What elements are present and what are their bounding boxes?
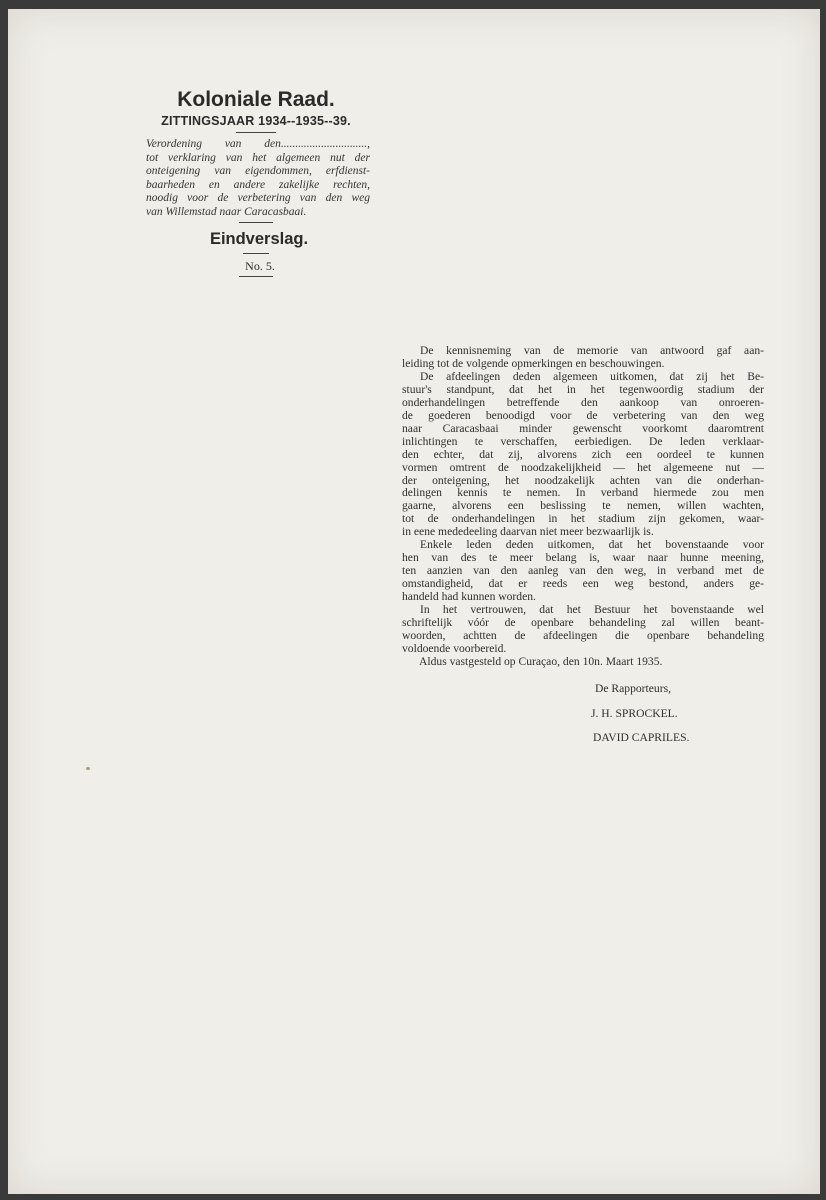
paper-speck <box>86 767 90 770</box>
divider <box>243 253 269 254</box>
report-number: No. 5. <box>245 259 275 273</box>
ordinance-line: tot verklaring van het algemeen nut der <box>146 151 370 164</box>
document-heading <box>136 87 376 282</box>
text-line: handeld had kunnen worden. <box>402 590 536 604</box>
text-line: voldoende voorbereid. <box>402 641 507 655</box>
rapporteurs-label: De Rapporteurs, <box>595 682 671 695</box>
ordinance-line: baarheden en andere zakelijke rechten, <box>146 178 370 191</box>
text-line: In het vertrouwen, dat het Bestuur het bovenstaande wel <box>420 603 764 617</box>
text-line: omstandigheid, dat er reeds een weg bestond, anders ge- <box>402 577 764 591</box>
text-line: naar Caracasbaai minder gewenscht voorkomt daaromtrent <box>402 421 764 435</box>
signatory-name: J. H. SPROCKEL. <box>591 707 678 720</box>
ordinance-line: onteigening van eigendommen, erfdienst- <box>146 165 370 177</box>
text-line: de goederen benoodigd voor de verbetering van den weg <box>402 408 764 422</box>
divider <box>236 132 276 133</box>
council-title: Koloniale Raad. <box>177 88 335 111</box>
paragraph <box>402 539 764 604</box>
text-line: onderhandelingen betreffende den aankoop van onroeren- <box>402 395 764 409</box>
text-line: leiding tot de volgende opmerkingen en beschouwingen. <box>402 356 665 370</box>
paragraph <box>402 345 764 371</box>
text-line: De kennisneming van de memorie van antwoord gaf aan- <box>420 344 764 357</box>
text-line: stuur's standpunt, dat het in het tegenwoordig stadium der <box>402 382 764 396</box>
paragraph <box>402 604 764 656</box>
report-title: Eindverslag. <box>209 230 309 248</box>
text-line: in eene mededeeling daarvan niet meer bezwaarlijk is. <box>402 525 654 539</box>
text-line: tot de onderhandelingen in het stadium zijn gekomen, waar- <box>402 512 764 526</box>
text-line: delingen kennis te nemen. In verband hiermede zou men <box>402 486 764 500</box>
paragraph <box>402 371 764 539</box>
ordinance-line: noodig voor de verbetering van den weg <box>146 192 370 204</box>
ordinance-description <box>146 138 370 219</box>
divider <box>239 222 273 223</box>
signatory-name: DAVID CAPRILES. <box>593 731 690 744</box>
text-line: Enkele leden deden uitkomen, dat het bovenstaande voor <box>420 538 764 552</box>
text-line: inlichtingen te verschaffen, eerbiedigen. De leden verklaar- <box>402 434 764 448</box>
text-line: De afdeelingen deden algemeen uitkomen, dat zij het Be- <box>420 369 764 383</box>
text-line: gaarne, alvorens een beslissing te nemen, willen wachten, <box>402 499 764 513</box>
divider <box>239 276 273 277</box>
session-year: ZITTINGSJAAR 1934--1935--39. <box>161 114 351 128</box>
ordinance-line: van Willemstad naar Caracasbaai. <box>146 205 307 218</box>
ordinance-line: Verordening van den.............................., <box>146 138 370 150</box>
text-line: hen van des te meer belang is, waar naar hunne meening, <box>402 551 764 565</box>
report-body <box>402 345 764 656</box>
closing-date: Aldus vastgesteld op Curaçao, den 10n. Maart 1935. <box>419 655 663 668</box>
text-line: ten aanzien van den aanleg van den weg, in verband met de <box>402 564 764 578</box>
text-line: der onteigening, het noodzakelijk achten van die onderhan- <box>402 473 764 487</box>
text-line: vormen omtrent de noodzakelijkheid — het algemeene nut — <box>402 460 764 474</box>
text-line: schriftelijk vóór de openbare behandeling zal willen beant- <box>402 616 764 630</box>
text-line: den echter, dat zij, alvorens zich een oordeel te kunnen <box>402 447 764 461</box>
text-line: woorden, achtten de afdeelingen die openbare behandeling <box>402 628 764 642</box>
